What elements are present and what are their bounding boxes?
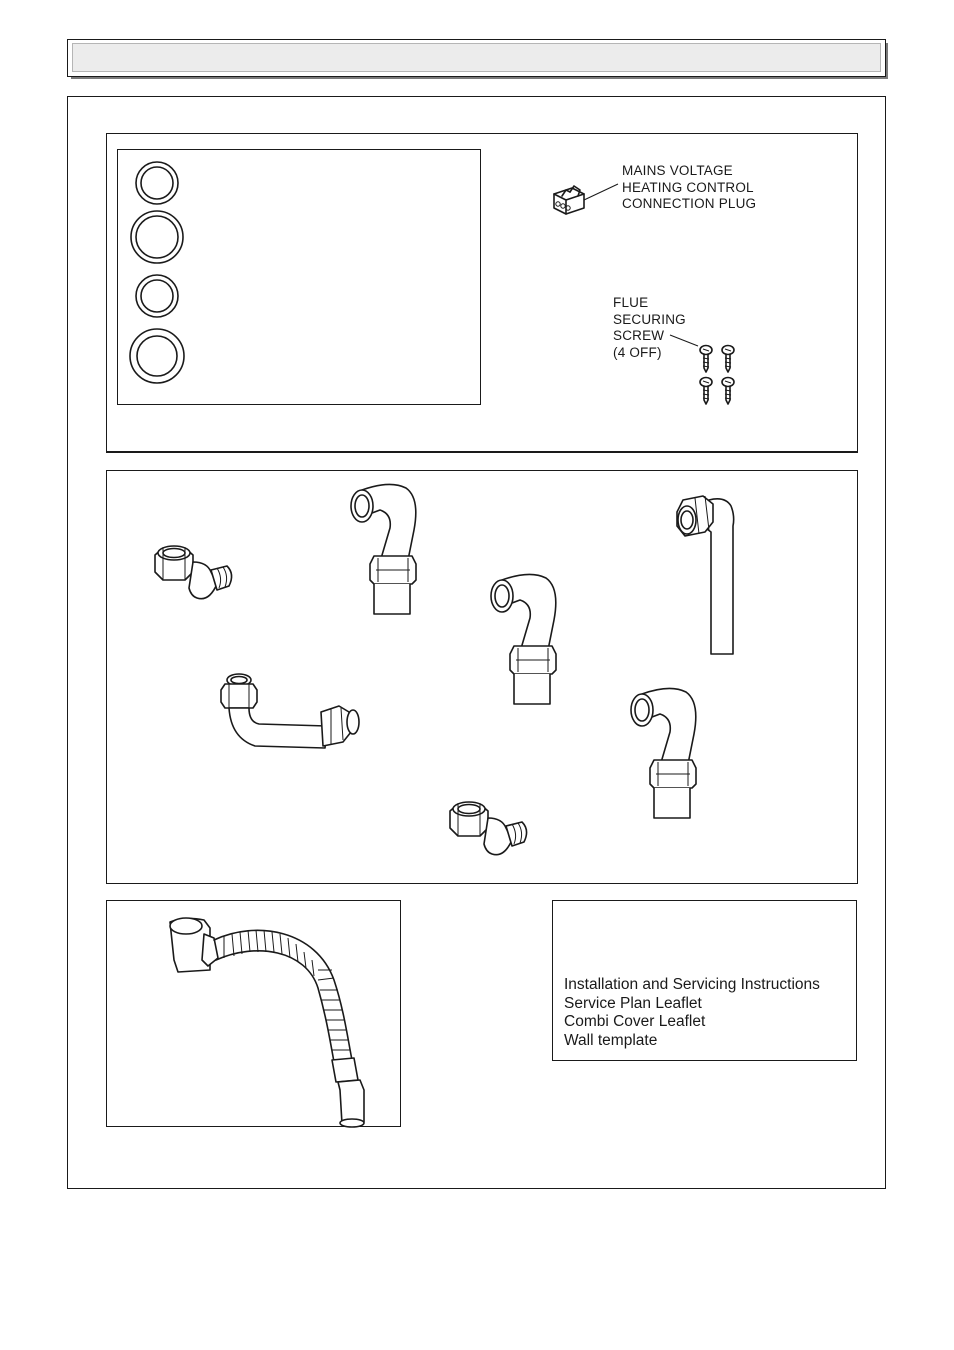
flexible-hose-icon xyxy=(106,900,401,1127)
pipe-fitting-icon xyxy=(665,482,755,662)
documents-list xyxy=(564,976,820,1050)
pipe-fitting-icon xyxy=(215,668,365,758)
document-item: Service Plan Leaflet xyxy=(564,994,702,1012)
screw-label-line: FLUE xyxy=(613,295,649,310)
screw-icon xyxy=(670,330,750,410)
page-title-bar xyxy=(67,39,886,77)
washer-icon xyxy=(117,149,481,405)
plug-label xyxy=(622,163,756,213)
pipe-fitting-icon xyxy=(620,684,710,824)
plug-label-line: CONNECTION PLUG xyxy=(622,196,757,211)
plug-label-line: HEATING CONTROL xyxy=(622,179,754,195)
document-item: Wall template xyxy=(564,1031,658,1049)
connection-plug-icon xyxy=(548,180,628,230)
document-item: Installation and Servicing Instructions xyxy=(564,976,820,993)
plug-label-line: MAINS VOLTAGE xyxy=(622,163,733,178)
pipe-fitting-icon xyxy=(340,480,430,620)
screw-label-line: SCREW xyxy=(613,328,665,343)
screw-label-line: SECURING xyxy=(613,311,686,327)
pipe-fitting-icon xyxy=(145,540,245,610)
pipe-fitting-icon xyxy=(480,570,570,710)
page-title xyxy=(72,43,881,72)
screw-label-line: (4 OFF) xyxy=(613,344,662,360)
document-item: Combi Cover Leaflet xyxy=(564,1013,706,1030)
pipe-fitting-icon xyxy=(440,796,540,866)
